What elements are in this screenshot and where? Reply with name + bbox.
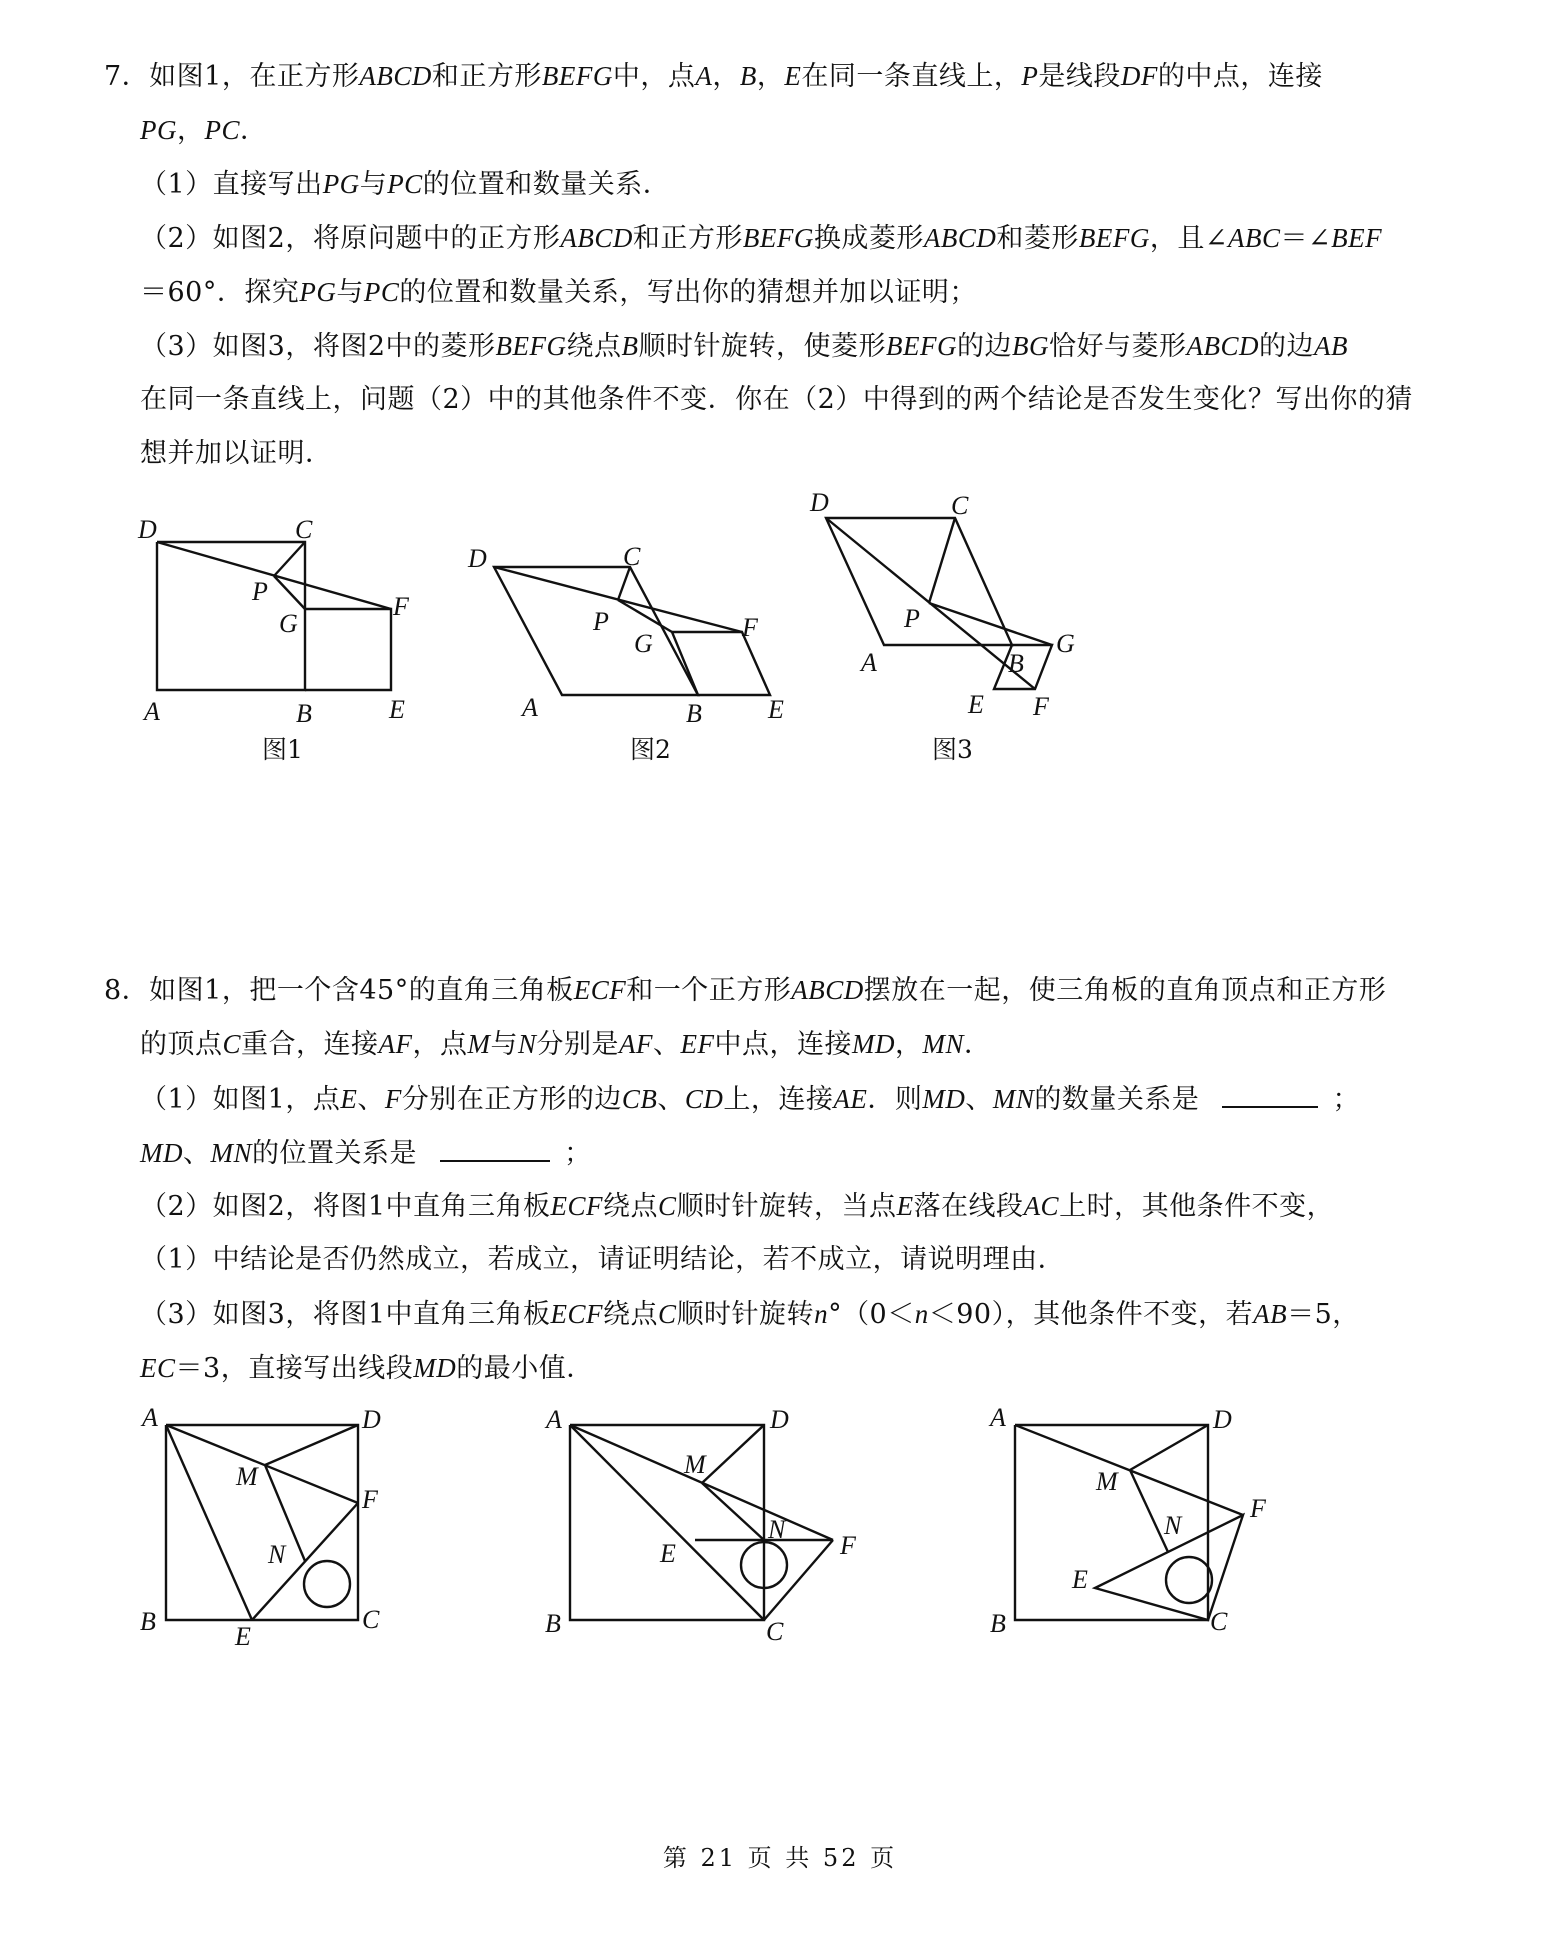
q7-fig1-label-a: A xyxy=(144,697,160,726)
q8-fig3-label-b: B xyxy=(990,1609,1006,1638)
q7-fig2-label-c: C xyxy=(623,542,641,571)
q8-fig3-label-m: M xyxy=(1096,1467,1118,1496)
q7-line-4: （2）如图2，将原问题中的正方形ABCD和正方形BEFG换成菱形ABCD和菱形BEFG，且∠ABC＝∠BEF xyxy=(140,223,1383,254)
q7-line-8: 想并加以证明． xyxy=(140,438,333,469)
q8-line-3: （1）如图1，点E、F分别在正方形的边CB、CD上，连接AE．则MD、MN的数量关系是 ； xyxy=(140,1080,1360,1118)
q7-fig2-label-f: F xyxy=(742,613,758,642)
q8-fig3-label-a: A xyxy=(990,1403,1006,1432)
q8-fig2-label-n: N xyxy=(768,1515,786,1544)
q8-fig1-label-a: A xyxy=(142,1403,158,1432)
q7-fig3-label-b: B xyxy=(1008,649,1024,678)
q8-line-4: MD、MN的位置关系是 ； xyxy=(140,1134,592,1172)
q8-line-5: （2）如图2，将图1中直角三角板ECF绕点C顺时针旋转，当点E落在线段AC上时，其他条件不变， xyxy=(140,1191,1335,1222)
q8-fig2-label-c: C xyxy=(766,1617,784,1646)
q7-line-6: （3）如图3，将图2中的菱形BEFG绕点B顺时针旋转，使菱形BEFG的边BG恰好与菱形ABCD的边AB xyxy=(140,331,1349,362)
q7-figure-1 xyxy=(157,542,391,690)
page-footer: 第 21 页 共 52 页 xyxy=(662,1844,898,1872)
q8-fig1-label-f: F xyxy=(362,1485,378,1514)
q7-fig1-label-f: F xyxy=(393,592,409,621)
q8-fig2-label-f: F xyxy=(840,1531,856,1560)
q8-fig3-label-e: E xyxy=(1072,1565,1088,1594)
q8-fig3-label-c: C xyxy=(1210,1607,1228,1636)
q7-fig2-label-d: D xyxy=(468,544,487,573)
q7-fig1-caption: 图1 xyxy=(262,735,303,764)
q8-line-7: （3）如图3，将图1中直角三角板ECF绕点C顺时针旋转n°（0＜n＜90），其他条件不变，若AB＝5， xyxy=(140,1299,1360,1330)
q8-fig1-label-c: C xyxy=(362,1605,380,1634)
q8-figure-1 xyxy=(166,1425,358,1620)
q7-line-2: PG，PC． xyxy=(140,115,268,146)
q7-fig1-label-c: C xyxy=(295,515,313,544)
q8-figure-3 xyxy=(1015,1425,1243,1620)
q8-line-6: （1）中结论是否仍然成立，若成立，请证明结论，若不成立，请说明理由． xyxy=(140,1244,1066,1275)
q7-fig1-label-g: G xyxy=(279,609,298,638)
q8-fig3-label-d: D xyxy=(1213,1405,1232,1434)
q8-fig1-label-e: E xyxy=(235,1622,251,1651)
q7-fig1-label-e: E xyxy=(389,695,405,724)
q7-fig3-label-f: F xyxy=(1033,692,1049,721)
q8-line-8: EC＝3，直接写出线段MD的最小值． xyxy=(140,1353,594,1384)
q8-fig2-label-a: A xyxy=(546,1405,562,1434)
q8-fig1-label-d: D xyxy=(362,1405,381,1434)
q7-fig2-label-b: B xyxy=(686,699,702,728)
q7-fig1-label-b: B xyxy=(296,699,312,728)
q7-line-1: 7．如图1，在正方形ABCD和正方形BEFG中，点A，B，E在同一条直线上，P是线段DF的中点，连接 xyxy=(104,61,1323,92)
q8-fig2-label-m: M xyxy=(684,1450,706,1479)
q8-fig3-label-f: F xyxy=(1250,1494,1266,1523)
q8-fig2-label-e: E xyxy=(660,1539,676,1568)
q8-fig1-label-m: M xyxy=(236,1462,258,1491)
q8-line-2: 的顶点C重合，连接AF，点M与N分别是AF、EF中点，连接MD，MN． xyxy=(140,1029,992,1060)
q8-fig2-label-b: B xyxy=(545,1609,561,1638)
q8-fig1-label-b: B xyxy=(140,1607,156,1636)
q8-line-1: 8．如图1，把一个含45°的直角三角板ECF和一个正方形ABCD摆放在一起，使三角板的直角顶点和正方形 xyxy=(104,975,1387,1006)
q7-fig3-label-a: A xyxy=(861,648,877,677)
q8-fig3-label-n: N xyxy=(1164,1511,1182,1540)
q7-figure-2 xyxy=(494,567,770,695)
q7-fig2-label-a: A xyxy=(522,693,538,722)
q7-fig3-caption: 图3 xyxy=(932,735,973,764)
q8-fig2-label-d: D xyxy=(770,1405,789,1434)
q7-fig1-label-p: P xyxy=(252,577,268,606)
q7-fig2-caption: 图2 xyxy=(630,735,671,764)
q7-fig2-label-p: P xyxy=(593,607,609,636)
q7-line-3: （1）直接写出PG与PC的位置和数量关系． xyxy=(140,169,671,200)
q7-fig3-label-e: E xyxy=(968,690,984,719)
q7-fig2-label-e: E xyxy=(768,695,784,724)
q7-fig3-label-c: C xyxy=(951,491,969,520)
q7-fig1-label-d: D xyxy=(138,515,157,544)
q7-fig3-label-p: P xyxy=(904,604,920,633)
q7-fig3-label-d: D xyxy=(810,488,829,517)
q7-line-7: 在同一条直线上，问题（2）中的其他条件不变．你在（2）中得到的两个结论是否发生变化？写出你的猜 xyxy=(140,384,1413,415)
q7-line-5: ＝60°．探究PG与PC的位置和数量关系，写出你的猜想并加以证明； xyxy=(140,277,977,308)
q7-fig3-label-g: G xyxy=(1056,629,1075,658)
q8-fig1-label-n: N xyxy=(268,1540,286,1569)
q7-fig2-label-g: G xyxy=(634,629,653,658)
